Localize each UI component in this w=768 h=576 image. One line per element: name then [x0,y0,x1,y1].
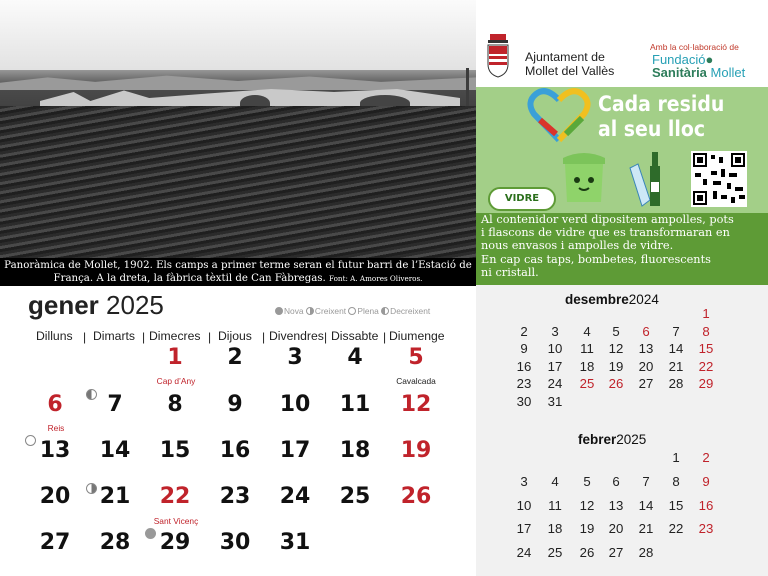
weekday-separator: | [324,330,328,344]
mini-day-cell: 4 [583,323,591,339]
mini-prev-month: desembre [565,292,629,307]
day-cell: 17 [279,438,311,463]
legend-decreixent: Decreixent [390,306,431,316]
mini-day-cell: 2 [702,450,710,465]
campaign-text-line: Al contenidor verd dipositem ampolles, pots [481,213,734,226]
mini-day-cell: 2 [520,323,528,339]
fundacio-logo: Fundació● Sanitària Mollet [652,52,746,80]
mini-day-cell: 7 [672,323,680,339]
historic-photo [0,0,476,258]
mini-day-cell: 8 [702,323,710,339]
day-cell: 2 [227,345,243,370]
mini-day-cell: 19 [608,358,624,374]
weekday-separator: | [262,330,266,344]
day-cell: 18 [339,438,371,463]
day-cell: 1 [167,345,183,370]
day-cell: 10 [279,392,311,417]
mini-day-cell: 22 [698,358,714,374]
collaboration-label: Amb la col·laboració de [650,42,739,52]
weekday-label: Dimarts [93,329,135,343]
day-cell: 30 [219,530,251,555]
mini-day-cell: 16 [698,497,714,513]
mini-day-cell: 27 [608,545,624,561]
mini-day-cell: 25 [547,545,563,561]
mini-day-cell: 24 [516,545,532,561]
mini-day-cell: 20 [608,521,624,537]
ajuntament-line2: Mollet del Vallès [525,64,615,78]
day-cell: 5 [408,345,424,370]
main-month-title [28,290,164,321]
fundacio-line2b: Mollet [706,65,746,80]
mini-day-cell: 18 [579,358,595,374]
mini-day-cell: 14 [668,341,684,356]
mini-day-cell: 31 [547,393,563,409]
day-cell: 24 [279,484,311,509]
moon-legend [275,306,430,316]
day-cell: 15 [159,438,191,463]
mini-day-cell: 4 [551,473,559,489]
day-cell: 21 [99,484,131,509]
campaign-text-line: En cap cas taps, bombetes, fluorescents [481,252,711,266]
mini-day-cell: 10 [547,341,563,356]
campaign-text-line: ni cristall. [481,265,539,279]
weekday-label: Dimecres [149,329,201,343]
day-cell: 29 [159,530,191,555]
day-cell: 16 [219,438,251,463]
mini-day-cell: 3 [520,473,528,489]
weekday-label: Dijous [218,329,252,343]
vidre-label: VIDRE [488,187,556,211]
mini-prev-title [565,292,659,307]
new-moon-icon [145,528,156,539]
day-cell: 20 [39,484,71,509]
mini-day-cell: 9 [702,473,710,489]
mini-day-cell: 11 [580,341,594,356]
mini-day-cell: 22 [668,521,684,537]
mini-day-cell: 15 [698,341,714,356]
holiday-cap-dany: Cap d’Any [156,376,196,386]
mini-day-cell: 23 [516,376,532,391]
mini-day-cell: 18 [547,521,563,537]
mini-day-cell: 3 [551,323,559,339]
new-moon-icon [275,307,283,315]
weekday-separator: | [383,330,387,344]
mini-day-cell: 21 [668,358,684,374]
weekday-label: Divendres [269,329,324,343]
day-cell: 31 [279,530,311,555]
mini-day-cell: 27 [638,376,654,391]
day-cell: 27 [39,530,71,555]
waxing-moon-icon [306,307,314,315]
mini-day-cell: 28 [638,545,654,561]
weekday-separator: | [208,330,212,344]
green-bin-icon [559,150,609,208]
day-cell: 9 [227,392,243,417]
mini-day-cell: 14 [638,497,654,513]
mini-day-cell: 28 [668,376,684,391]
ajuntament-logo-icon [486,34,510,78]
day-cell: 7 [107,392,123,417]
mini-day-cell: 12 [608,341,624,356]
weekday-separator: | [83,330,87,344]
waning-moon-icon [86,389,97,400]
mini-day-cell: 1 [702,306,710,321]
day-cell: 3 [287,345,303,370]
photo-hills [0,72,476,90]
weekday-label: Diumenge [389,329,445,343]
photo-chimney [466,68,469,108]
full-moon-icon [25,435,36,446]
glass-bottles-icon [624,150,672,210]
mini-day-cell: 24 [547,376,563,391]
waning-moon-icon [381,307,389,315]
mini-next-title [578,432,646,447]
holiday-reis: Reis [47,423,65,433]
mini-day-cell: 19 [579,521,595,537]
day-cell: 25 [339,484,371,509]
day-cell: 23 [219,484,251,509]
mini-day-cell: 12 [579,497,595,513]
holiday-sant-vicenc: Sant Vicenç [153,516,199,526]
day-cell: 26 [400,484,432,509]
fundacio-line2a: Sanitària [652,65,707,80]
day-cell: 12 [400,392,432,417]
day-cell: 11 [339,392,371,417]
caption-credit: Font: A. Amores Oliveros. [329,274,423,283]
weekday-label: Dissabte [331,329,379,343]
day-cell: 8 [167,392,183,417]
day-cell: 19 [400,438,432,463]
mini-day-cell: 9 [520,341,528,356]
mini-day-cell: 26 [579,545,595,561]
campaign-title [598,92,724,142]
fundacio-line1: Fundació [652,52,706,67]
mini-day-cell: 17 [547,358,563,374]
day-cell: 4 [347,345,363,370]
recycling-heart-icon [526,86,592,144]
mini-day-cell: 8 [672,473,680,489]
legend-nova: Nova [284,306,304,316]
day-cell: 13 [39,438,71,463]
mini-day-cell: 25 [579,376,595,391]
mini-day-cell: 7 [642,473,650,489]
day-cell: 28 [99,530,131,555]
mini-day-cell: 10 [516,497,532,513]
mini-day-cell: 13 [608,497,624,513]
day-cell: 14 [99,438,131,463]
weekday-label: Dilluns [36,329,73,343]
day-cell: 6 [47,392,63,417]
mini-day-cell: 29 [698,376,714,391]
main-month: gener [28,290,99,320]
caption-text: Panoràmica de Mollet, 1902. Els camps a primer terme seran el futur barri de l’Estació de França. A la dreta, la fàbrica tèxtil de Can Fàbregas. [4,260,472,284]
waxing-moon-icon [86,483,97,494]
campaign-title-line1: Cada residu [598,92,725,116]
mini-day-cell: 6 [612,473,620,489]
campaign-text [481,213,764,279]
campaign-text-line: i flascons de vidre que es transformaran en [481,226,730,240]
mini-day-cell: 5 [612,323,620,339]
legend-plena: Plena [357,306,379,316]
mini-next-month: febrer [578,432,617,447]
mini-next-year: 2025 [616,432,647,447]
mini-day-cell: 26 [608,376,624,391]
photo-field [0,106,476,258]
mini-day-cell: 1 [672,450,680,465]
mini-day-cell: 23 [698,521,714,537]
ajuntament-name [525,50,614,78]
holiday-cavalcada: Cavalcada [396,376,436,386]
photo-caption [0,258,476,286]
mini-day-cell: 13 [638,341,654,356]
main-year: 2025 [106,290,164,320]
mini-day-cell: 15 [668,497,684,513]
mini-day-cell: 6 [642,323,650,339]
mini-day-cell: 11 [548,497,562,513]
mini-prev-year: 2024 [628,292,659,307]
ajuntament-line1: Ajuntament de [525,50,605,64]
mini-day-cell: 5 [583,473,591,489]
mini-day-cell: 21 [638,521,654,537]
photo-sky [0,0,476,70]
qr-code-icon[interactable] [691,151,747,207]
legend-creixent: Creixent [314,306,347,316]
mini-day-cell: 16 [516,358,532,374]
mini-day-cell: 20 [638,358,654,374]
full-moon-icon [348,307,356,315]
day-cell: 22 [159,484,191,509]
mini-day-cell: 30 [516,393,532,409]
campaign-title-line2: al seu lloc [598,117,706,141]
mini-day-cell: 17 [516,521,532,537]
weekday-separator: | [142,330,146,344]
campaign-text-line: nous envasos i ampolles de vidre. [481,239,674,253]
